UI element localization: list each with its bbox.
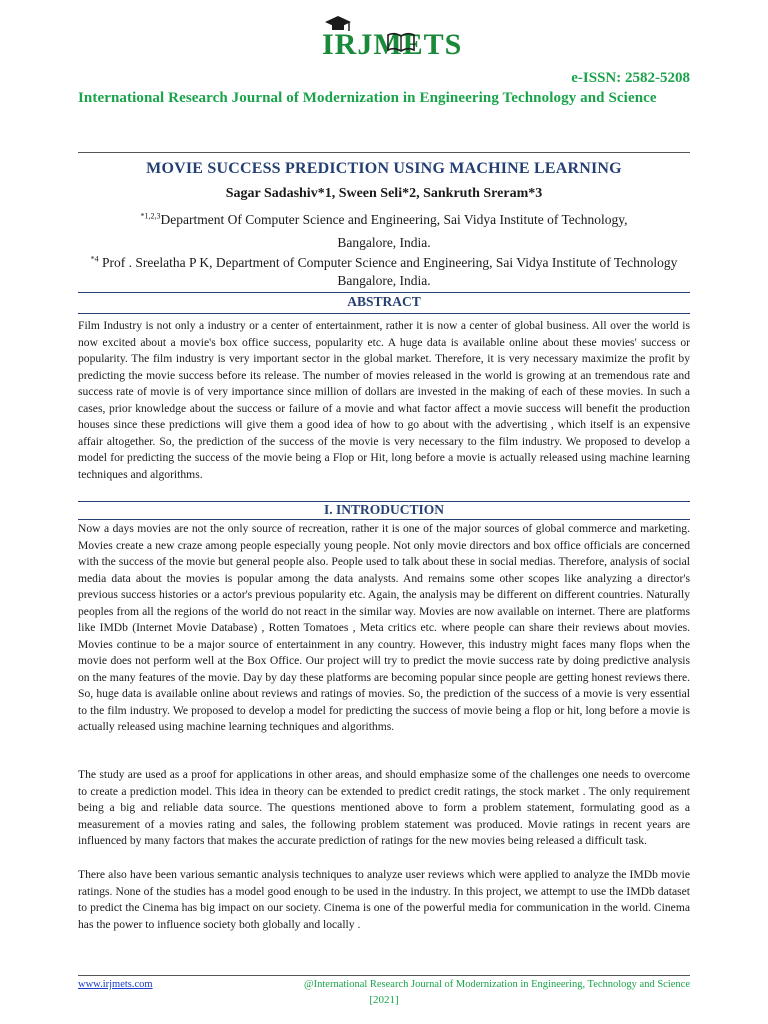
affiliation-1-line2: Bangalore, India. <box>337 235 431 250</box>
journal-logo <box>322 14 462 62</box>
book-icon <box>386 32 416 52</box>
footer-copyright: @International Research Journal of Modernization in Engineering, Technology and Science <box>303 979 690 990</box>
journal-website-link[interactable]: www.irjmets.com <box>78 979 153 990</box>
paper-title: MOVIE SUCCESS PREDICTION USING MACHINE LEARNING <box>146 160 622 177</box>
affiliation-2-text: Prof . Sreelatha P K, Department of Computer Science and Engineering, Sai Vidya Institute of Technology Bangalore, India. <box>98 255 678 288</box>
journal-name: International Research Journal of Modernization in Engineering Technology and Science <box>78 90 657 106</box>
abstract-rule-top <box>78 292 690 293</box>
paper-authors: Sagar Sadashiv*1, Sween Seli*2, Sankruth Sreram*3 <box>225 186 543 201</box>
affiliation-1-marker: *1,2,3 <box>140 211 161 221</box>
logo-text: IRJMETS <box>322 28 463 61</box>
intro-paragraph-1: Now a days movies are not the only source of recreation, rather it is one of the major sources of global commerce and marketing. Movies create a new craze among people especially young people. Not only movie directors and box office officials are concerned with the success of the movie but general people also. People used to talk about these in social medias. Therefore, analysis of social media data about the movies is popular among the data analysts. And remains some other scopes like analyzing a director's previous success histories or a actor's previous popularity etc. Again, the analysis may be different on different countries. Naturally peoples from all the regions of the world do not react in the similar way. Movies are now available on internet. There are platforms like IMDb (Internet Movie Database) , Rotten Tomatoes , Meta critics etc. where people can share their reviews about movies. Movies continue to be a major source of entertainment in any country. However, this industry might faces many flops when the movie does not perform well at the Box Office. Our project will try to predict the movie success rate by doing predictive analysis on the many features of the movie. Day by day these platforms are becoming popular since people are getting honest reviews there. So, huge data is available online about reviews and ratings of movies. So, the prediction of the success of a movie is very essential to the film industry. We proposed to develop a model for predicting the success of movie being a flop or hit, long before a movie is actually released using machine learning techniques and algorithms. <box>78 522 690 733</box>
affiliation-2-marker: *4 <box>90 254 99 264</box>
issn-label: e-ISSN: 2582-5208 <box>571 70 690 86</box>
abstract-rule-bottom <box>78 313 690 314</box>
abstract-text: Film Industry is not only a industry or a center of entertainment, rather it is now a center of global business. All over the world is now excited about a movie's box office success, popularity etc. A huge data is available online about these movies' success or popularity. The film industry is very important sector in the global market. Therefore, it is very necessary maximize the profit by predicting the movie success before its release. The number of movies released in the world is growing at an tremendous rate and success rate of movie is of very importance since million of dollars are invested in the making of each of these movies. In such a cases, prior knowledge about the success or failure of a movie and what factor affect a movie success will benefit the production houses since these predictions will give them a good idea of how to go about with the advertising , which itself is an expensive affair altogether. So, the prediction of the success of the movie is very necessary to the film industry. We proposed to develop a model for predicting the success of the movie being a Flop or Hit, long before a movie is actually released using machine learning techniques and algorithms. <box>78 319 690 481</box>
footer-divider <box>78 975 690 976</box>
intro-paragraph-3: There also have been various semantic analysis techniques to analyze user reviews which were applied to analyze the IMDb movie ratings. None of the studies has a model good enough to be used in the industry. In this project, we attempt to use the IMDb dataset to predict the Cinema has big impact on our society. Cinema is one of the powerful media for communication in the world. Cinema has the power to influence society both globally and locally . <box>78 868 690 931</box>
intro-paragraph-2: The study are used as a proof for applications in other areas, and should emphasize some of the challenges one needs to overcome to create a prediction model. This idea in theory can be extended to predict credit ratings, the stock market . The only requirement being a big and reliable data source. The questions mentioned above to form a problem statement, formulating good as a measurement of a movies rating and sales, the following problem statement was produced. Movie ratings in recent years are influenced by many factors that makes the accurate prediction of ratings for the new movies being released a difficult task. <box>78 768 690 847</box>
affiliation-1 <box>78 212 690 228</box>
abstract-heading: ABSTRACT <box>347 294 421 309</box>
intro-rule-bottom <box>78 519 690 520</box>
affiliation-2 <box>78 254 690 290</box>
affiliation-1-text: Department Of Computer Science and Engineering, Sai Vidya Institute of Technology, <box>160 212 628 227</box>
header-divider <box>78 152 690 153</box>
introduction-heading: I. INTRODUCTION <box>323 502 445 517</box>
footer-year: [2021] <box>369 994 399 1006</box>
